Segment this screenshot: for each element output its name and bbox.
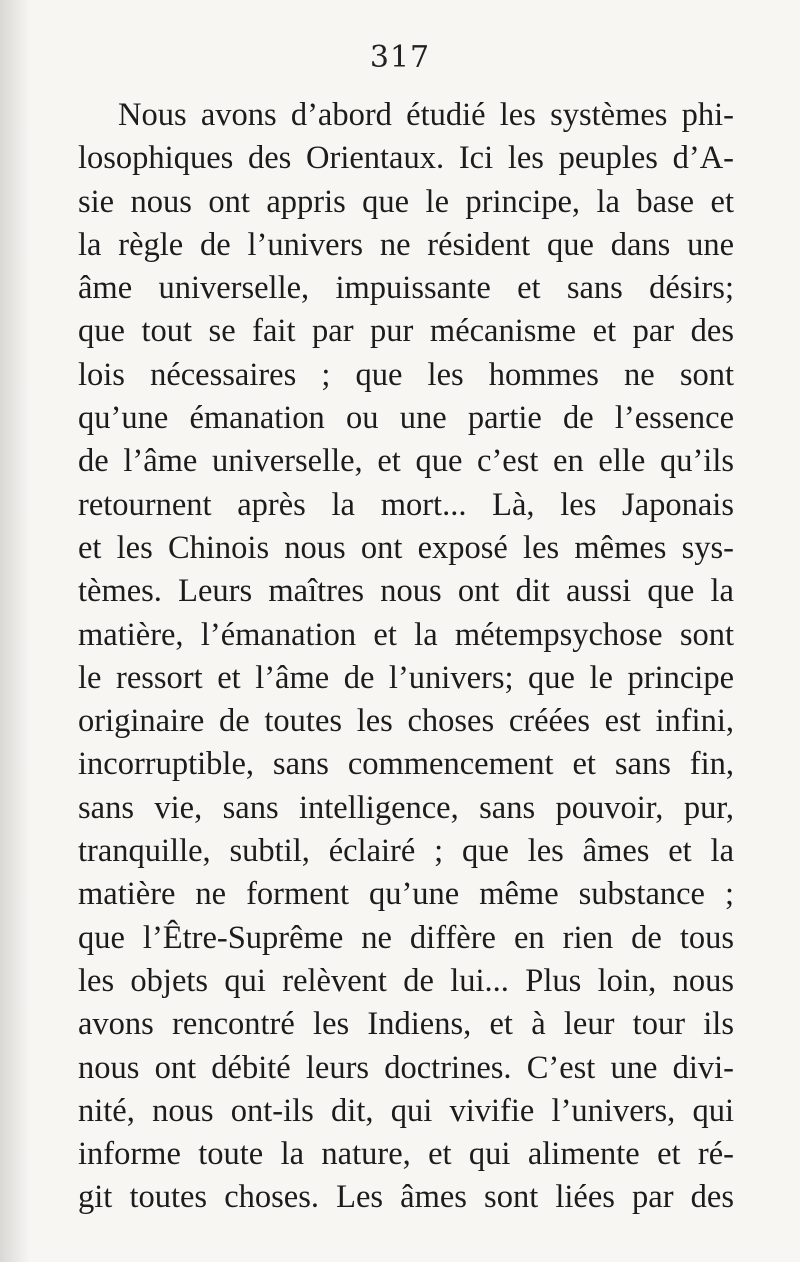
text-line: informe toute la nature, et qui alimente et ré-: [78, 1136, 734, 1173]
text-line: avons rencontré les Indiens, et à leur tour ils: [78, 1006, 734, 1043]
text-line: sie nous ont appris que le principe, la base et: [78, 183, 734, 220]
text-line: tèmes. Leurs maîtres nous ont dit aussi que la: [78, 573, 734, 610]
page-number: 317: [369, 40, 431, 75]
text-line: git toutes choses. Les âmes sont liées par des: [78, 1179, 734, 1216]
text-line: et les Chinois nous ont exposé les mêmes sys-: [78, 529, 734, 566]
text-line: matière, l’émanation et la métempsychose sont: [78, 616, 734, 653]
text-line: matière ne forment qu’une même substance ;: [78, 876, 734, 913]
text-line: les objets qui relèvent de lui... Plus loin, nous: [78, 962, 734, 999]
body-paragraph: [78, 94, 734, 1220]
text-line: losophiques des Orientaux. Ici les peuples d’A-: [78, 140, 734, 177]
text-line: nité, nous ont-ils dit, qui vivifie l’univers, qui: [78, 1092, 734, 1129]
text-line: de l’âme universelle, et que c’est en elle qu’ils: [78, 443, 734, 480]
text-line: que l’Être-Suprême ne diffère en rien de tous: [78, 919, 734, 956]
text-line: qu’une émanation ou une partie de l’essence: [78, 400, 734, 437]
text-line: nous ont débité leurs doctrines. C’est une divi-: [78, 1049, 734, 1086]
text-line: retournent après la mort... Là, les Japonais: [78, 486, 734, 523]
text-line: que tout se fait par pur mécanisme et par des: [78, 313, 734, 350]
text-line: tranquille, subtil, éclairé ; que les âmes et la: [78, 833, 734, 870]
text-line: la règle de l’univers ne résident que dans une: [78, 226, 734, 263]
binding-shadow: [0, 0, 30, 1262]
text-line: le ressort et l’âme de l’univers; que le principe: [78, 659, 734, 696]
text-line: incorruptible, sans commencement et sans fin,: [78, 746, 734, 783]
text-line: originaire de toutes les choses créées est infini,: [78, 703, 734, 740]
text-line: âme universelle, impuissante et sans désirs;: [78, 270, 734, 307]
text-line: Nous avons d’abord étudié les systèmes phi-: [118, 97, 734, 133]
text-line: lois nécessaires ; que les hommes ne sont: [78, 356, 734, 393]
text-line: sans vie, sans intelligence, sans pouvoir, pur,: [78, 789, 734, 826]
